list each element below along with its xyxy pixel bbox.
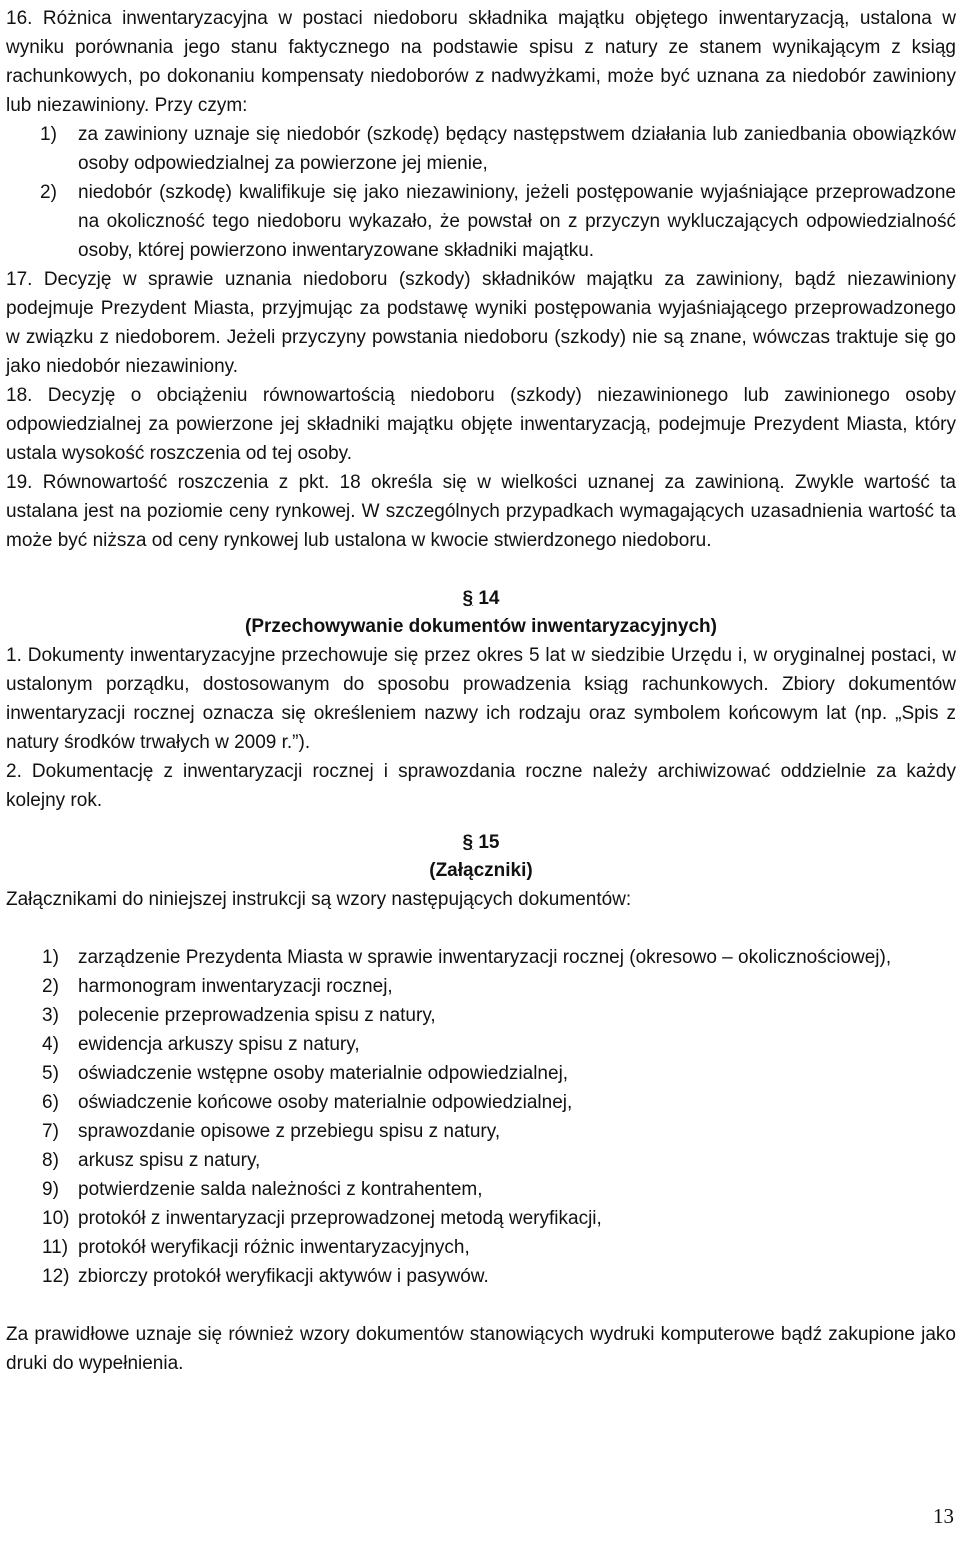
attachment-item-number: 1) bbox=[42, 947, 59, 968]
section-15-closing: Za prawidłowe uznaje się również wzory dokumentów stanowiących wydruki komputerowe bądź zakupione jako druki do wypełnienia. bbox=[6, 1324, 956, 1374]
attachment-item-number: 12) bbox=[42, 1266, 70, 1287]
attachment-item-text: oświadczenie końcowe osoby materialnie odpowiedzialnej, bbox=[78, 1092, 573, 1113]
attachment-item-text: arkusz spisu z natury, bbox=[78, 1150, 261, 1171]
attachment-item-number: 5) bbox=[42, 1063, 59, 1084]
section-14-paragraph-1: 1. Dokumenty inwentaryzacyjne przechowuje się przez okres 5 lat w siedzibie Urzędu i, w oryginalnej postaci, w ustalonym porządku, dostosowanym do sposobu prowadzenia ksiąg rachunkowych. Zbiory dokumentów inwentaryzacji rocznej oznacza się określeniem nazwy ich rodzaju oraz symbolem końcowym lat (np. „Spis z natury środków trwałych w 2009 r.”). bbox=[6, 645, 956, 753]
paragraph-16: 16. Różnica inwentaryzacyjna w postaci niedoboru składnika majątku objętego inwentaryzacją, ustalona w wyniku porównania jego stanu faktycznego na podstawie spisu z natury ze stanem wynikającym z ksiąg rachunkowych, po dokonaniu kompensaty niedoborów z nadwyżkami, może być uznana za niedobór zawiniony lub niezawiniony. Przy czym: bbox=[6, 8, 956, 116]
attachment-item bbox=[6, 1262, 956, 1291]
section-number: 15 bbox=[478, 832, 500, 853]
section-14-paragraph-2: 2. Dokumentację z inwentaryzacji rocznej i sprawozdania roczne należy archiwizować oddzielnie za każdy kolejny rok. bbox=[6, 761, 956, 811]
attachment-item bbox=[6, 943, 956, 972]
attachment-item-text: polecenie przeprowadzenia spisu z natury, bbox=[78, 1005, 436, 1026]
list-item bbox=[6, 120, 956, 178]
attachment-item-number: 7) bbox=[42, 1121, 59, 1142]
page-number: 13 bbox=[933, 1504, 954, 1528]
section-number: 14 bbox=[478, 588, 500, 609]
list-item-number: 2) bbox=[40, 182, 57, 203]
paragraph-17: 17. Decyzję w sprawie uznania niedoboru (szkody) składników majątku za zawiniony, bądź niezawiniony podejmuje Prezydent Miasta, przyjmując za podstawę wyniki postępowania wyjaśniającego przeprowadzonego w związku z niedoborem. Jeżeli przyczyny powstania niedoboru (szkody) nie są znane, wówczas traktuje się go jako niedobór niezawiniony. bbox=[6, 269, 956, 377]
attachment-item-number: 2) bbox=[42, 976, 59, 997]
attachments-list bbox=[6, 943, 956, 1291]
section-15-heading bbox=[6, 829, 956, 885]
list-item-number: 1) bbox=[40, 124, 57, 145]
attachment-item bbox=[6, 1146, 956, 1175]
document-page bbox=[6, 4, 956, 1378]
attachment-item-number: 4) bbox=[42, 1034, 59, 1055]
attachment-item-text: zbiorczy protokół weryfikacji aktywów i pasywów. bbox=[78, 1266, 489, 1287]
section-symbol: § bbox=[462, 588, 474, 609]
attachment-item-text: sprawozdanie opisowe z przebiegu spisu z natury, bbox=[78, 1121, 501, 1142]
attachment-item-number: 11) bbox=[42, 1237, 69, 1258]
attachment-item bbox=[6, 972, 956, 1001]
attachment-item bbox=[6, 1175, 956, 1204]
attachment-item-number: 3) bbox=[42, 1005, 59, 1026]
attachment-item-text: potwierdzenie salda należności z kontrahentem, bbox=[78, 1179, 483, 1200]
attachment-item-text: protokół weryfikacji różnic inwentaryzacyjnych, bbox=[78, 1237, 470, 1258]
paragraph-19: 19. Równowartość roszczenia z pkt. 18 określa się w wielkości uznanej za zawinioną. Zwykle wartość ta ustalana jest na poziomie ceny rynkowej. W szczególnych przypadkach wymagających uzasadnienia wartość ta może być niższa od ceny rynkowej lub ustalona w kwocie stwierdzonego niedoboru. bbox=[6, 472, 956, 551]
list-item bbox=[6, 178, 956, 265]
attachment-item bbox=[6, 1204, 956, 1233]
attachment-item-text: ewidencja arkuszy spisu z natury, bbox=[78, 1034, 360, 1055]
attachment-item-number: 6) bbox=[42, 1092, 59, 1113]
attachment-item-number: 9) bbox=[42, 1179, 59, 1200]
attachment-item bbox=[6, 1117, 956, 1146]
section-14-heading bbox=[6, 585, 956, 641]
section-15-intro: Załącznikami do niniejszej instrukcji są wzory następujących dokumentów: bbox=[6, 889, 632, 910]
attachment-item bbox=[6, 1059, 956, 1088]
attachment-item-text: harmonogram inwentaryzacji rocznej, bbox=[78, 976, 393, 997]
paragraph-18: 18. Decyzję o obciążeniu równowartością niedoboru (szkody) niezawinionego lub zawinionego osoby odpowiedzialnej za powierzone jej składniki majątku objęte inwentaryzacją, podejmuje Prezydent Miasta, który ustala wysokość roszczenia od tej osoby. bbox=[6, 385, 956, 464]
attachment-item-text: zarządzenie Prezydenta Miasta w sprawie inwentaryzacji rocznej (okresowo – okolicznościowej), bbox=[78, 947, 892, 968]
section-title: (Załączniki) bbox=[429, 860, 533, 881]
section-title: (Przechowywanie dokumentów inwentaryzacyjnych) bbox=[245, 616, 717, 637]
attachment-item-text: protokół z inwentaryzacji przeprowadzonej metodą weryfikacji, bbox=[78, 1208, 602, 1229]
attachment-item-text: oświadczenie wstępne osoby materialnie odpowiedzialnej, bbox=[78, 1063, 569, 1084]
list-item-text: za zawiniony uznaje się niedobór (szkodę) będący następstwem działania lub zaniedbania obowiązków osoby odpowiedzialnej za powierzone jej mienie, bbox=[78, 124, 956, 174]
attachment-item bbox=[6, 1088, 956, 1117]
section-symbol: § bbox=[462, 832, 474, 853]
paragraph-16-list bbox=[6, 120, 956, 265]
attachment-item bbox=[6, 1030, 956, 1059]
attachment-item-number: 8) bbox=[42, 1150, 59, 1171]
list-item-text: niedobór (szkodę) kwalifikuje się jako niezawiniony, jeżeli postępowanie wyjaśniające przeprowadzone na okoliczność tego niedoboru wykazało, że powstał on z przyczyn wykluczających odpowiedzialność osoby, której powierzono inwentaryzowane składniki majątku. bbox=[78, 182, 956, 261]
attachment-item bbox=[6, 1233, 956, 1262]
attachment-item-number: 10) bbox=[42, 1208, 70, 1229]
attachment-item bbox=[6, 1001, 956, 1030]
